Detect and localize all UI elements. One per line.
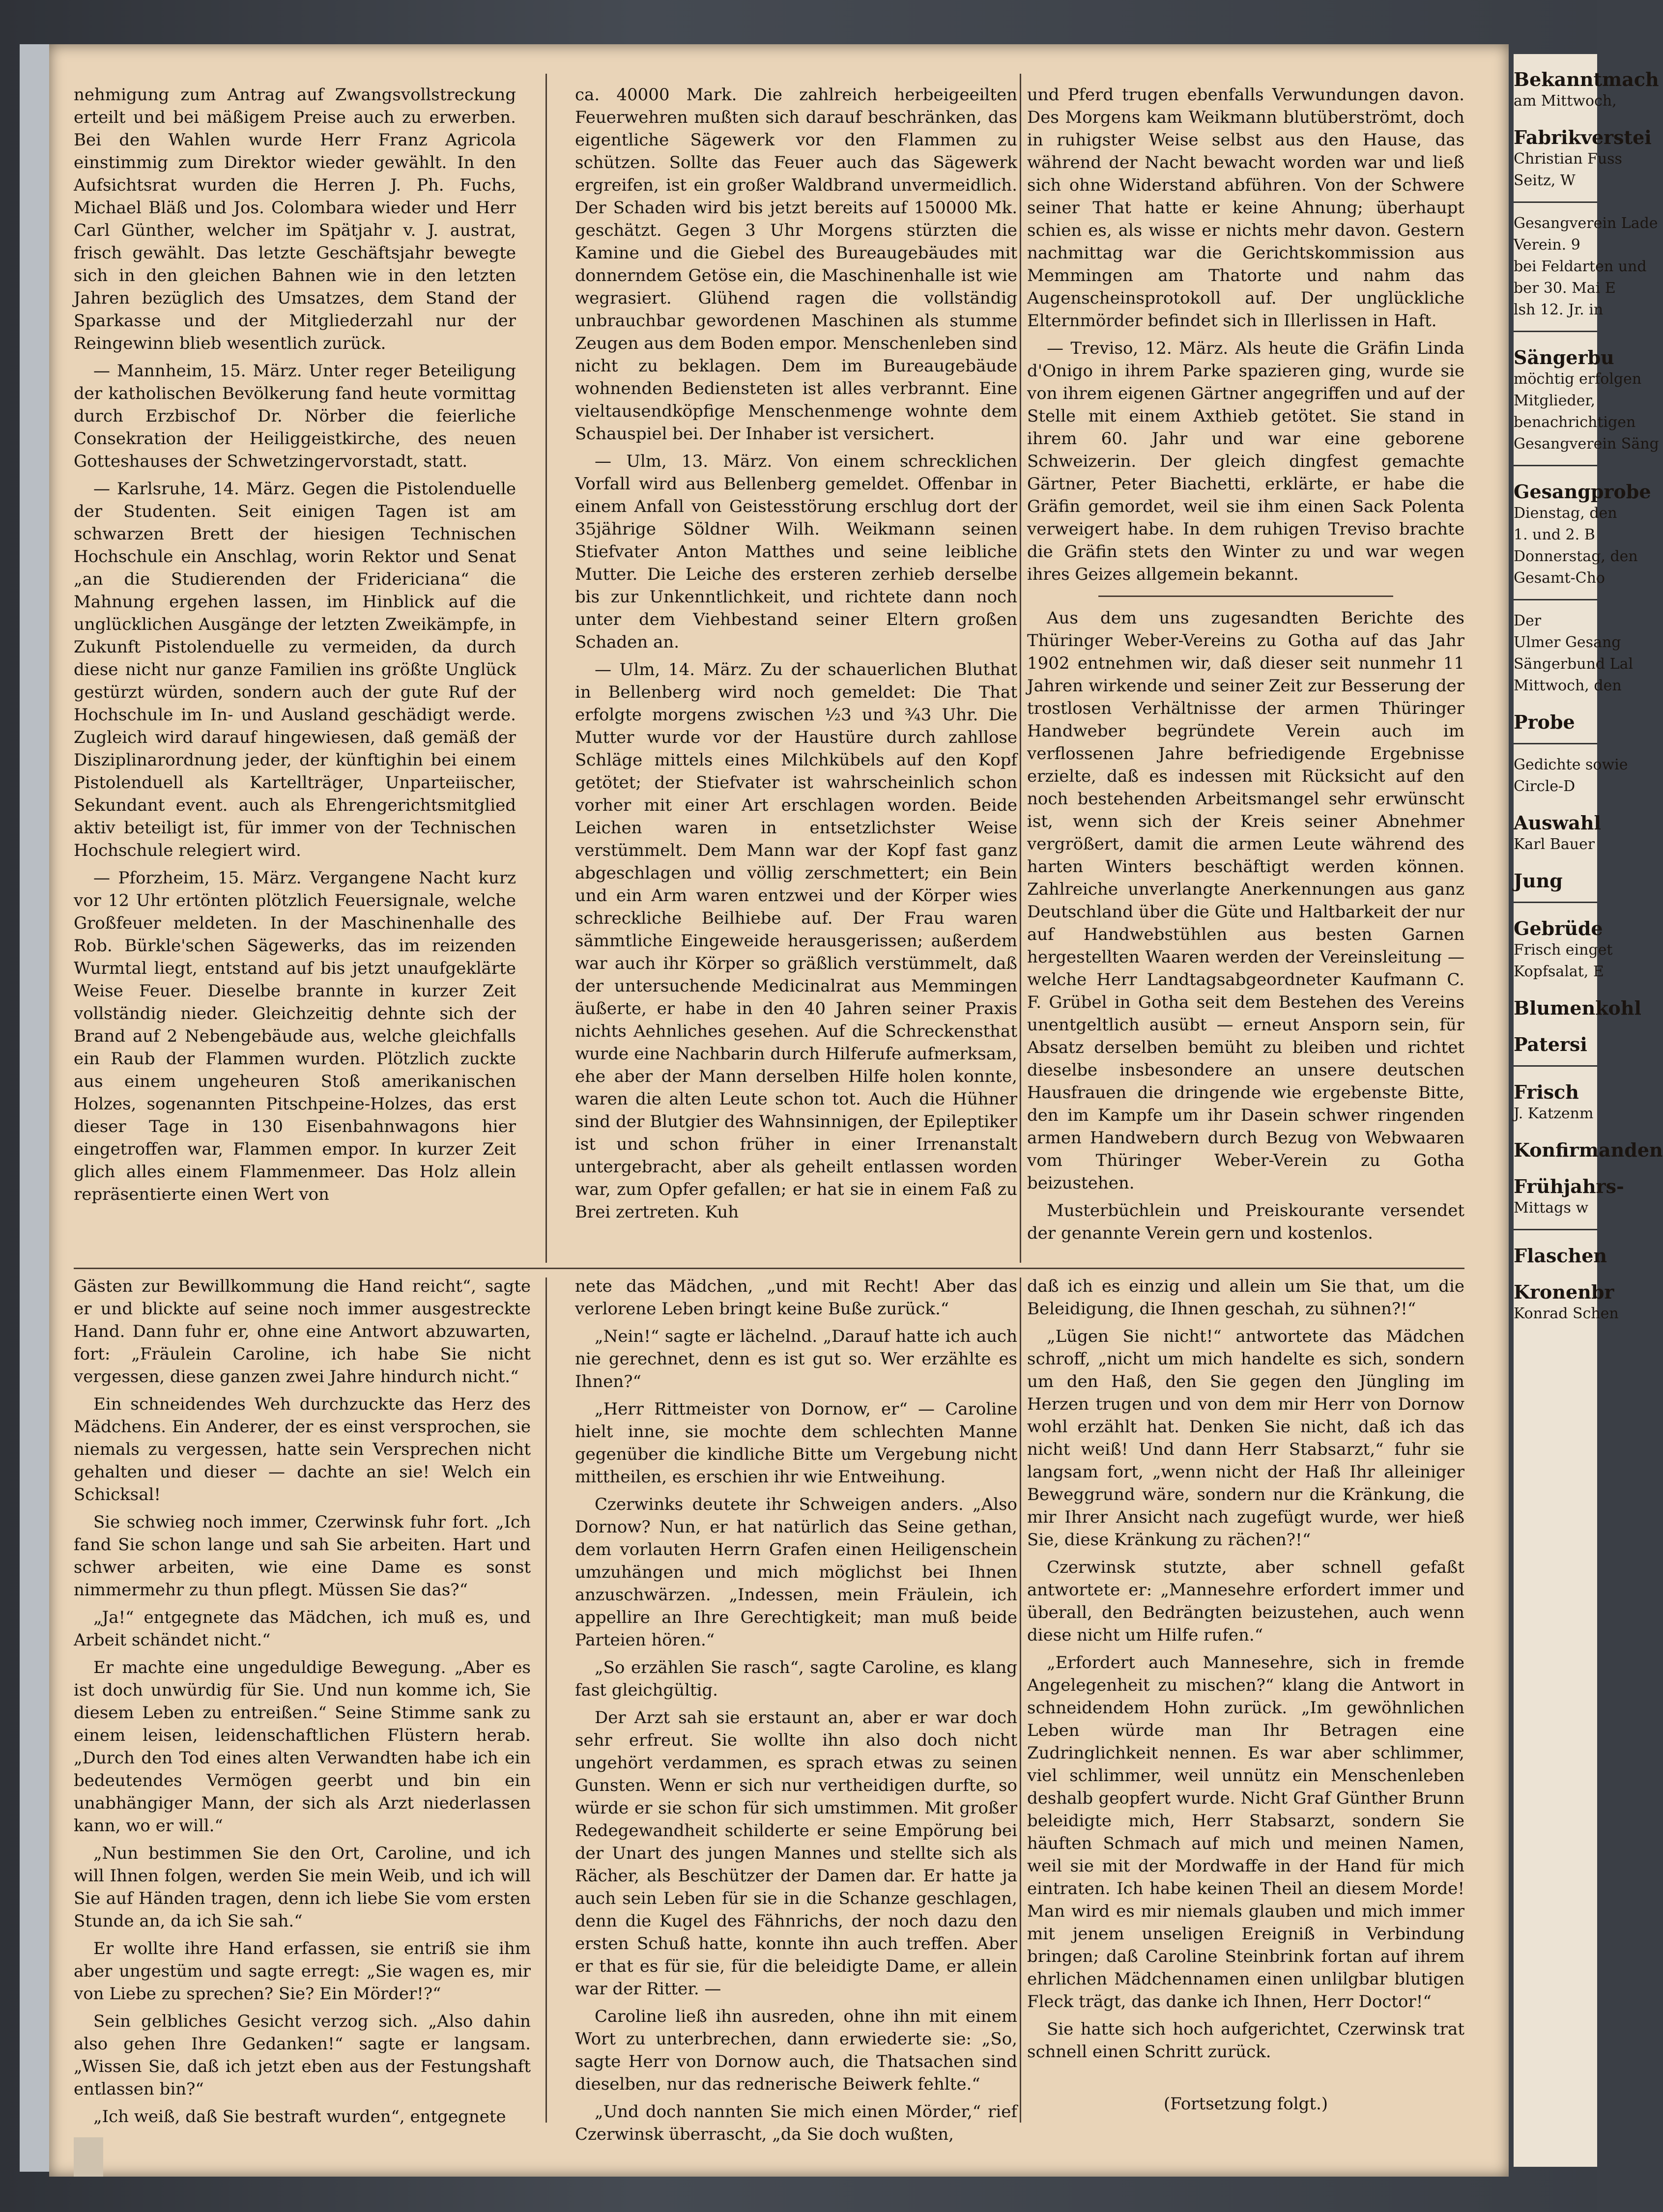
news-paragraph: — Ulm, 14. März. Zu der schauerlichen Bluthat in Bellenberg wird noch gemeldet: Die That erfolgte morgens zwischen ½3 und ¾3 Uhr. Die Mutter wurde vor der Haustüre durch zahllose Schläge mittels eines Milchkübels auf den Kopf getötet; der Stiefvater ist wahrscheinlich schon vorher mit einer Art erschlagen worden. Beide Leichen waren in entsetzlichster Weise verstümmelt. Dem Mann war der Kopf fast ganz abgeschlagen und völlig zerschmettert; ein Bein und ein Arm waren entzwei und der Körper wies schreckliche Beilhiebe auf. Der Frau waren sämmtliche Eingeweide herausgerissen; außerdem war auch ihr Körper so gräßlich verstümmelt, daß der untersuchende Medicinalrat aus Memmingen äußerte, er habe in den 40 Jahren seiner Praxis nichts Aehnliches gesehen. Auf die Schreckensthat wurde eine Nachbarin durch Hilferufe aufmerksam, ehe aber der Mann derselben Hilfe holen konnte, waren die alten Leute schon tot. Auch die Hühner sind der Blutgier des Wahnsinnigen, der Epileptiker ist und schon früher in einer Irrenanstalt untergebracht, aber als geheilt entlassen worden war, zum Opfer gefallen; er hat sie in einem Faß zu Brei zertreten. Kuh	[575, 660, 1017, 1222]
column-rule	[545, 1277, 547, 2123]
story-paragraph: „So erzählen Sie rasch“, sagte Caroline, es klang fast gleichgültig.	[575, 1658, 1017, 1700]
news-paragraph: und Pferd trugen ebenfalls Verwundungen davon. Des Morgens kam Weikmann blutüberströmt, doch in ruhigster Weise selbst aus den Hause, das während der Nacht bewacht worden war und ließ sich ohne Widerstand abführen. Von der Schwere seiner That hatte er keine Ahnung; überhaupt schien es, als wisse er nichts mehr davon. Gestern nachmittag war die Gerichtskommission aus Memmingen am Thatorte und nahm das Augenscheinsprotokoll auf. Der unglückliche Elternmörder befindet sich in Illerlissen in Haft.	[1027, 85, 1464, 331]
adjacent-page-ads	[1514, 54, 1663, 2167]
story-paragraph: Sie hatte sich hoch aufgerichtet, Czerwinsk trat schnell einen Schritt zurück.	[1027, 2019, 1464, 2062]
ad-fragment: möchtig erfolgen	[1514, 370, 1642, 388]
story-paragraph: „Erfordert auch Mannesehre, sich in fremde Angelegenheit zu mischen?“ klang die Antwort in schneidendem Hohn zurück. „Im gewöhnlichen Leben würde man Ihr Betragen eine Zudringlichkeit nennen. Es war aber schlimmer, viel schlimmer, weil unnütz ein Menschenleben deshalb geopfert wurde. Nicht Graf Günther Brunn beleidigte mich, Herr Stabsarzt, sondern Sie häuften Schmach auf mich und meinen Namen, weil sie mit der Mordwaffe in der Hand für mich eintraten. Ich habe keinen Theil an diesem Morde! Man wird es mir niemals glauben und mich immer mit jenem unseligen Ereigniß in Verbindung bringen; daß Caroline Steinbrink fortan auf ihrem ehrlichen Mädchennamen einen unlilgbar blutigen Fleck trägt, das danke ich Ihnen, Herr Doctor!“	[1027, 1653, 1464, 2012]
story-paragraph: „Lügen Sie nicht!“ antwortete das Mädchen schroff, „nicht um mich handelte es sich, sondern um den Haß, den Sie gegen den Jüngling im Herzen trugen und von dem mir Herr von Dornow wohl erzählt hat. Denken Sie nicht, daß ich das nicht weiß! Und dann Herr Stabsarzt,“ fuhr sie langsam fort, „wenn nicht der Haß Ihr alleiniger Beweggrund wäre, sondern nur die Kränkung, die mir Ihrer Ansicht nach zugefügt wurde, wer hieß Sie, diese Kränkung zu rächen?!“	[1027, 1327, 1464, 1550]
column-rule	[1020, 1277, 1021, 2123]
story-paragraph: „Herr Rittmeister von Dornow, er“ — Caroline hielt inne, sie mochte dem schlechten Manne gegenüber die kindliche Bitte um Vergebung nicht mittheilen, es erschien ihr wie Entweihung.	[575, 1399, 1017, 1487]
news-paragraph: Musterbüchlein und Preiskourante versendet der genannte Verein gern und kostenlos.	[1027, 1201, 1464, 1243]
ad-fragment: Circle-D	[1514, 778, 1576, 795]
ad-rule	[1514, 201, 1597, 203]
ad-rule	[1514, 1229, 1597, 1230]
story-paragraph: „Und doch nannten Sie mich einen Mörder,“ rief Czerwinsk überrascht, „da Sie doch wußten,	[575, 2102, 1017, 2144]
ad-fragment: Gesangverein Lade	[1514, 215, 1658, 232]
continuation-note: (Fortsetzung folgt.)	[1163, 2094, 1328, 2114]
ad-rule	[1514, 331, 1597, 332]
news-column-3	[1027, 84, 1464, 1248]
story-paragraph: Sein gelbliches Gesicht verzog sich. „Also dahin also gehen Ihre Gedanken!“ sagte er langsam. „Wissen Sie, daß ich jetzt eben aus der Festungshaft entlassen bin?“	[74, 2012, 531, 2099]
ad-fragment: Frisch einget	[1514, 941, 1613, 959]
ad-fragment: lsh 12. Jr. in	[1514, 301, 1604, 318]
ad-fragment: J. Katzenm	[1514, 1105, 1594, 1122]
ad-fragment: Seitz, W	[1514, 172, 1576, 189]
story-paragraph: Er machte eine ungeduldige Bewegung. „Aber es ist doch unwürdig für Sie. Und nun komme ich, Sie diesem Leben zu entreißen.“ Seine Stimme sank zu einem leisen, leidenschaftlichen Flüstern herab. „Durch den Tod eines alten Verwandten habe ich ein bedeutendes Vermögen geerbt und bin ein unabhängiger Mann, der sich als Arzt niederlassen kann, wo er will.“	[74, 1658, 531, 1836]
story-column-2	[575, 1275, 1017, 2144]
ad-fragment: Gedichte sowie	[1514, 756, 1628, 773]
story-paragraph: Er wollte ihre Hand erfassen, sie entriß sie ihm aber ungestüm und sagte erregt: „Sie wagen es, mir von Liebe zu sprechen? Sie? Ein Mörder!?“	[74, 1939, 531, 2004]
ad-fragment: Fabrikverstei	[1514, 126, 1652, 148]
ad-fragment: Flaschen	[1514, 1245, 1607, 1267]
ad-fragment: Konrad Schen	[1514, 1305, 1619, 1322]
story-paragraph: Caroline ließ ihn ausreden, ohne ihn mit einem Wort zu unterbrechen, dann erwiederte sie: „So, sagte Herr von Dornow auch, die Thatsachen sind dieselben, nur das rednerische Beiwerk fehlte.“	[575, 2007, 1017, 2094]
ad-fragment: Patersi	[1514, 1033, 1587, 1055]
ad-fragment: ber 30. Mai E	[1514, 280, 1616, 297]
page-corner-tab	[74, 2137, 103, 2177]
ad-fragment: Kopfsalat, E	[1514, 963, 1604, 980]
ad-rule	[1514, 743, 1597, 744]
ad-fragment: Gesangprobe	[1514, 481, 1651, 503]
news-paragraph: ca. 40000 Mark. Die zahlreich herbeigeeilten Feuerwehren mußten sich darauf beschränken, das eigentliche Sägewerk vor den Flammen zu schützen. Sollte das Feuer auch das Sägewerk ergreifen, ist ein großer Waldbrand unvermeidlich. Der Schaden wird bis jetzt bereits auf 150000 Mk. geschätzt. Gegen 3 Uhr Morgens stürzten die Kamine und die Giebel des Bureaugebäudes mit donnerndem Getöse ein, die Maschinenhalle ist wie wegrasiert. Glühend ragen die vollständig unbrauchbar gewordenen Maschinen als stumme Zeugen aus dem Boden empor. Menschenleben sind nicht zu beklagen. Dem im Bureaugebäude wohnenden Bediensteten ist alles verbrannt. Eine vieltausendköpfige Menschenmenge wohnte dem Schauspiel bei. Der Inhaber ist versichert.	[575, 85, 1017, 444]
story-paragraph: daß ich es einzig und allein um Sie that, um die Beleidigung, die Ihnen geschah, zu sühnen?!“	[1027, 1276, 1464, 1319]
ad-fragment: bei Feldarten und	[1514, 258, 1647, 275]
ad-fragment: benachrichtigen	[1514, 414, 1636, 431]
story-paragraph: Gästen zur Bewillkommung die Hand reicht“, sagte er und blickte auf seine noch immer ausgestreckte Hand. Dann fuhr er, ohne eine Antwort abzuwarten, fort: „Fräulein Caroline, ich habe Sie nicht vergessen, diese ganzen zwei Jahre hindurch nicht.“	[74, 1276, 531, 1387]
ad-rule	[1514, 465, 1597, 466]
ad-fragment: Sängerbund Lal	[1514, 655, 1634, 673]
ad-fragment: Probe	[1514, 711, 1575, 733]
ad-fragment: Mittwoch, den	[1514, 677, 1622, 694]
news-paragraph: — Pforzheim, 15. März. Vergangene Nacht kurz vor 12 Uhr ertönten plötzlich Feuersignale, welche Großfeuer meldeten. In der Maschinenhalle des Rob. Bürkle'schen Sägewerks, das im reizenden Wurmtal liegt, entstand auf bis jetzt unaufgeklärte Weise Feuer. Dieselbe brannte in kurzer Zeit vollständig nieder. Gleichzeitig dehnte sich der Brand auf 2 Nebengebäude aus, welche gleichfalls ein Raub der Flammen wurden. Plötzlich zuckte aus einem ungeheuren Stoß amerikanischen Holzes, sogenannten Pitschpeine-Holzes, das erst dieser Tage in 130 Eisenbahnwagons hier eingetroffen war, Flammen empor. In kurzer Zeit glich alles einem Flammenmeer. Das Holz allein repräsentierte einen Wert von	[74, 868, 516, 1204]
ad-fragment: Jung	[1514, 870, 1563, 892]
ad-fragment: Frühjahrs-	[1514, 1175, 1624, 1197]
story-paragraph: Ein schneidendes Weh durchzuckte das Herz des Mädchens. Ein Anderer, der es einst versprochen, sie niemals zu vergessen, hatte sein Versprechen nicht gehalten und dieser — dachte an sie! Welch ein Schicksal!	[74, 1394, 531, 1504]
news-column-2	[575, 84, 1017, 1248]
feuilleton-divider	[74, 1268, 1464, 1269]
ad-fragment: Verein. 9	[1514, 236, 1580, 254]
news-paragraph: nehmigung zum Antrag auf Zwangsvollstreckung erteilt und bei mäßigem Preise auch zu erwerben. Bei den Wahlen wurde Herr Franz Agricola einstimmig zum Direktor wieder gewählt. In den Aufsichtsrat wurden die Herren J. Ph. Fuchs, Michael Bläß und Jos. Colombara wieder und Herr Carl Günther, welcher im Spätjahr v. J. austrat, frisch gewählt. Das letzte Geschäftsjahr bewegte sich in den gleichen Bahnen wie in den letzten Jahren bezüglich des Umsatzes, dem Stand der Sparkasse und der Mitgliederzahl nur der Reingewinn blieb wesentlich zurück.	[74, 85, 516, 353]
news-paragraph: — Ulm, 13. März. Von einem schrecklichen Vorfall wird aus Bellenberg gemeldet. Offenbar in einem Anfall von Geistesstörung erschlug dort der 35jährige Söldner Wilh. Weikmann seinen Stiefvater Anton Matthes und seine leibliche Mutter. Die Leiche des ersteren zerhieb derselbe bis zur Unkenntlichkeit, und richtete dann noch unter dem Viehbestand seiner Eltern großen Schaden an.	[575, 452, 1017, 652]
ad-fragment: Ulmer Gesang	[1514, 634, 1621, 651]
ad-fragment: Bekanntmach	[1514, 68, 1659, 90]
news-paragraph: — Karlsruhe, 14. März. Gegen die Pistolenduelle der Studenten. Seit einigen Tagen ist am schwarzen Brett der hiesigen Technischen Hochschule ein Anschlag, worin Rektor und Senat „an die Studierenden der Fridericiana“ die Mahnung ergehen lassen, im Hinblick auf die unglücklichen Ausgänge der letzten Zweikämpfe, in Zukunft Pistolenduelle zu vermeiden, da durch diese nicht nur ganze Familien ins größte Unglück gestürzt würden, sondern auch der gute Ruf der Hochschule im In- und Ausland geschädigt werde. Zugleich wird darauf hingewiesen, daß gemäß der Disziplinarordnung jeder, der künftighin bei einem Pistolenduell als Kartellträger, Unparteiischer, Sekundant event. auch als Ehrengerichtsmitglied aktiv beteiligt ist, für immer von der Technischen Hochschule relegiert wird.	[74, 479, 516, 860]
ad-fragments	[1514, 54, 1663, 1325]
news-paragraph: — Treviso, 12. März. Als heute die Gräfin Linda d'Onigo in ihrem Parke spazieren ging, wurde sie von ihrem eigenen Gärtner angegriffen und auf der Stelle mit einem Axthieb getötet. Sie stand in ihrem 60. Jahr und war eine geborene Schweizerin. Der gleich dingfest gemachte Gärtner, Peter Biachetti, erklärte, er habe die Gräfin gemordet, weil sie ihm einen Sack Polenta verweigert habe. In dem ruhigen Treviso brachte die Gräfin stets den Winter zu und war wegen ihres Geizes allgemein bekannt.	[1027, 339, 1464, 584]
ad-fragment: 1. und 2. B	[1514, 526, 1595, 543]
story-paragraph: Czerwinks deutete ihr Schweigen anders. „Also Dornow? Nun, er hat natürlich das Seine gethan, dem vorlauten Herrn Grafen einen Heiligenschein umzuhängen und mich möglichst bei Ihnen anzuschwärzen. „Indessen, mein Fräulein, ich appellire an Ihre Gerechtigkeit; man muß beide Parteien hören.“	[575, 1495, 1017, 1650]
section-rule	[1098, 596, 1393, 597]
story-paragraph: „Nein!“ sagte er lächelnd. „Darauf hatte ich auch nie gerechnet, denn es ist gut so. Wer erzählte es Ihnen?“	[575, 1327, 1017, 1391]
news-paragraph: — Mannheim, 15. März. Unter reger Beteiligung der katholischen Bevölkerung fand heute vormittag durch Erzbischof Dr. Nörber die feierliche Consekration der Heiliggeistkirche, des neuen Gotteshauses der Schwetzingervorstadt, statt.	[74, 361, 516, 471]
news-column-1	[74, 84, 516, 1248]
ad-fragment: Blumenkohl	[1514, 997, 1641, 1019]
ad-fragment: Dienstag, den	[1514, 505, 1617, 522]
story-paragraph: nete das Mädchen, „und mit Recht! Aber das verlorene Leben bringt keine Buße zurück.“	[575, 1276, 1017, 1319]
story-paragraph: „Ja!“ entgegnete das Mädchen, ich muß es, und Arbeit schändet nicht.“	[74, 1608, 531, 1650]
ad-fragment: am Mittwoch,	[1514, 92, 1617, 110]
story-paragraph: „Nun bestimmen Sie den Ort, Caroline, und ich will Ihnen folgen, werden Sie mein Weib, und ich will Sie auf Händen tragen, denn ich liebe Sie vom ersten Stunde an, da ich Sie sah.“	[74, 1843, 531, 1931]
ad-fragment: Gesamt-Cho	[1514, 569, 1605, 587]
ad-fragment: Karl Bauer	[1514, 836, 1595, 853]
ad-fragment: Der	[1514, 612, 1542, 629]
ad-rule	[1514, 599, 1597, 600]
ad-fragment: Frisch	[1514, 1081, 1579, 1103]
story-paragraph: „Ich weiß, daß Sie bestraft wurden“, entgegnete	[93, 2107, 506, 2127]
ad-fragment: Mittags w	[1514, 1199, 1589, 1217]
ad-fragment: Gesangverein Säng	[1514, 435, 1659, 453]
story-column-3	[1027, 1275, 1464, 2120]
ad-fragment: Kronenbr	[1514, 1281, 1614, 1303]
ad-rule	[1514, 902, 1597, 903]
ad-fragment: Christian Fuss	[1514, 150, 1622, 168]
column-rule	[1020, 74, 1021, 1263]
story-paragraph: Czerwinsk stutzte, aber schnell gefaßt antwortete er: „Mannesehre erfordert immer und überall, den Bedrängten beizustehen, auch wenn diese nicht um Hilfe rufen.“	[1027, 1558, 1464, 1645]
story-paragraph: Sie schwieg noch immer, Czerwinsk fuhr fort. „Ich fand Sie schon lange und sah Sie arbeiten. Hart und schwer arbeiten, wie eine Dame es sonst nimmermehr zu thun pflegt. Müssen Sie das?“	[74, 1512, 531, 1600]
story-column-1	[74, 1275, 531, 2127]
story-paragraph: Der Arzt sah sie erstaunt an, aber er war doch sehr erfreut. Sie wollte ihn also doch nicht ungehört verdammen, es sprach etwas zu seinen Gunsten. Wenn er sich nur vertheidigen durfte, so würde er sie schon für sich umstimmen. Mit großer Redegewandheit schilderte er seine Empörung bei der Unart des jungen Mannes und stellte sich als Rächer, als Beschützer der Damen dar. Er hatte ja auch sein Leben für sie in die Schanze geschlagen, denn die Kugel des Fähnrichs, der noch dazu den ersten Schuß hatte, konnte ihn auch treffen. Aber er that es für sie, für die beleidigte Dame, er allein war der Ritter. —	[575, 1708, 1017, 1999]
news-paragraph: Aus dem uns zugesandten Berichte des Thüringer Weber-Vereins zu Gotha auf das Jahr 1902 entnehmen wir, daß dieser seit nunmehr 11 Jahren wirkende und seiner Zeit zur Besserung der trostlosen Verhältnisse der armen Thüringer Handweber begründete Verein auch im verflossenen Jahre befriedigende Ergebnisse erzielte, daß es indessen mit Rücksicht auf den noch bestehenden Arbeitsmangel sehr erwünscht ist, wenn sich der Kreis seiner Abnehmer vergrößert, damit die armen Leute während des harten Winters beschäftigt werden können. Zahlreiche unverlangte Anerkennungen aus ganz Deutschland über die Güte und Haltbarkeit der nur auf Handwebstühlen aus besten Garnen hergestellten Waaren werden der Vereinsleitung — welche Herr Landtagsabgeordneter Kaufmann C. F. Grübel in Gotha seit dem Bestehen des Vereins unentgeltlich ausübt — erneut Ansporn sein, für Absatz derselben bemüht zu bleiben und richtet dieselbe insbesondere an unsere deutschen Hausfrauen die dringende wie ergebenste Bitte, den im Kampfe um ihr Dasein schwer ringenden armen Handwebern durch Bezug von Webwaaren vom Thüringer Weber-Verein zu Gotha beizustehen.	[1027, 608, 1464, 1193]
binder-strip	[20, 44, 49, 2172]
ad-fragment: Konfirmanden	[1514, 1139, 1663, 1161]
ad-fragment: Sängerbu	[1514, 346, 1614, 369]
ad-fragment: Donnerstag, den	[1514, 548, 1638, 565]
ad-fragment: Auswahl	[1514, 812, 1601, 834]
ad-fragment: Mitglieder,	[1514, 392, 1596, 409]
ad-fragment: Gebrüde	[1514, 917, 1603, 939]
column-rule	[545, 74, 547, 1263]
ad-rule	[1514, 1065, 1597, 1067]
